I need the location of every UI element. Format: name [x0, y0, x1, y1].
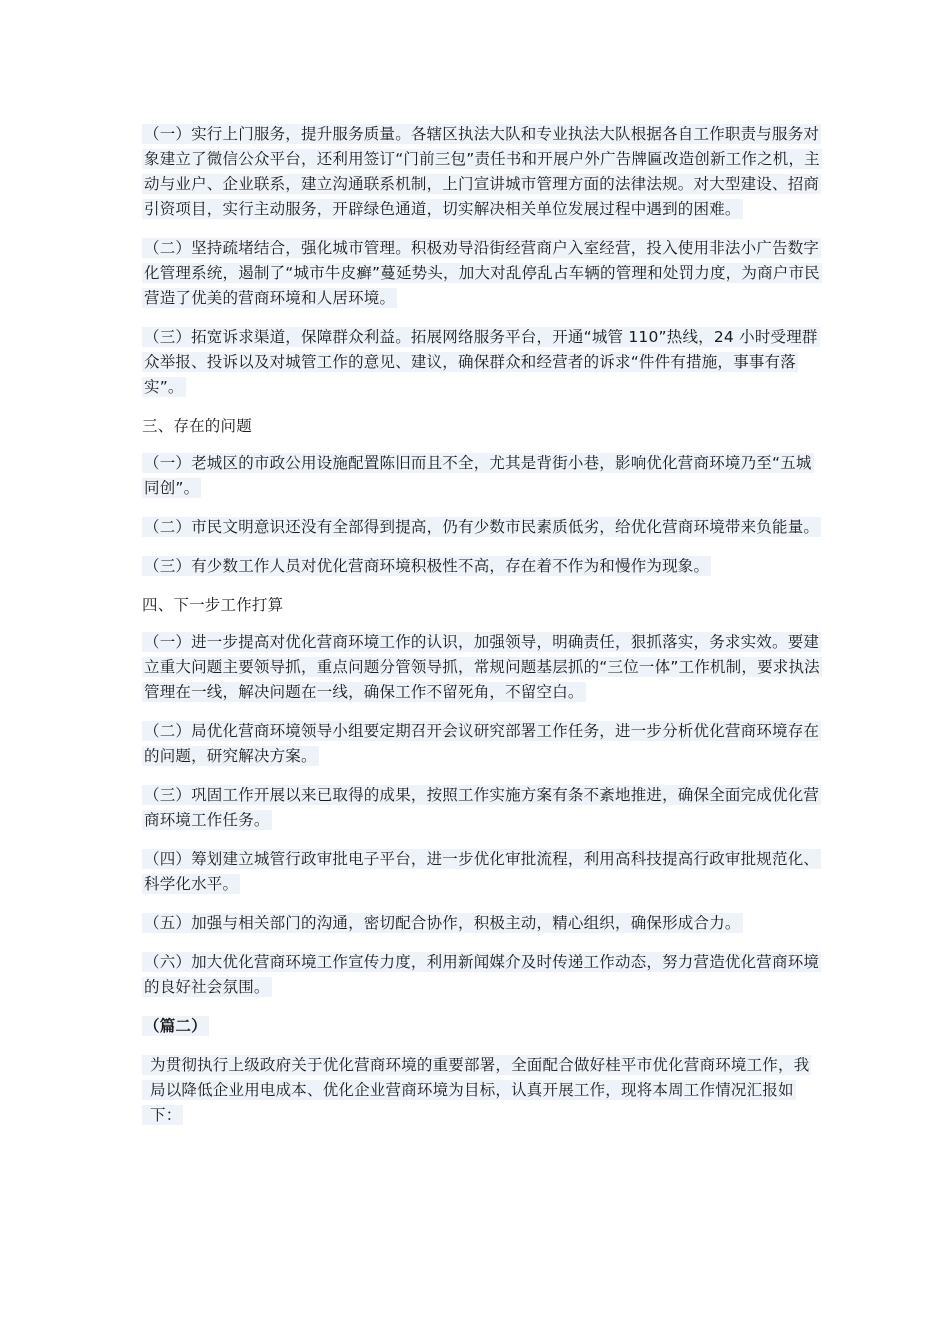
paragraph-7: [142, 630, 822, 705]
paragraph-11: [142, 911, 822, 936]
paragraph-5-text: （二）市民文明意识还没有全部得到提高，仍有少数市民素质低劣，给优化营商环境带来负能量。: [144, 518, 820, 536]
paragraph-5: [142, 515, 822, 540]
paragraph-8-text: （二）局优化营商环境领导小组要定期召开会议研究部署工作任务，进一步分析优化营商环境存在的问题，研究解决方案。: [144, 722, 820, 765]
paragraph-1-text: （一）实行上门服务，提升服务质量。各辖区执法大队和专业执法大队根据各自工作职责与服务对象建立了微信公众平台，还利用签订“门前三包”责任书和开展户外广告牌匾改造创新工作之机，主动与业户、企业联系，建立沟通联系机制，上门宣讲城市管理方面的法律法规。对大型建设、招商引资项目，实行主动服务，开辟绿色通道，切实解决相关单位发展过程中遇到的困难。: [144, 125, 820, 218]
section-heading-part-two-text: （篇二）: [144, 1017, 207, 1035]
paragraph-2: [142, 236, 822, 311]
paragraph-4-text: （一）老城区的市政公用设施配置陈旧而且不全，尤其是背街小巷，影响优化营商环境乃至“五城同创”。: [144, 454, 812, 497]
section-heading-problems: [142, 414, 822, 439]
paragraph-3-text: （三）拓宽诉求渠道，保障群众利益。拓展网络服务平台，开通“城管 110”热线，24 小时受理群众举报、投诉以及对城管工作的意见、建议，确保群众和经营者的诉求“件件有措施，事事有落实”。: [144, 328, 818, 396]
paragraph-13-text: 为贯彻执行上级政府关于优化营商环境的重要部署，全面配合做好桂平市优化营商环境工作，我局以降低企业用电成本、优化企业营商环境为目标，认真开展工作，现将本周工作情况汇报如下：: [142, 1055, 811, 1125]
paragraph-12-text: （六）加大优化营商环境工作宣传力度，利用新闻媒介及时传递工作动态，努力营造优化营商环境的良好社会氛围。: [144, 953, 820, 996]
paragraph-4: [142, 451, 822, 501]
paragraph-9: [142, 783, 822, 833]
section-heading-problems-text: 三、存在的问题: [142, 417, 252, 435]
paragraph-9-text: （三）巩固工作开展以来已取得的成果，按照工作实施方案有条不紊地推进，确保全面完成优化营商环境工作任务。: [144, 786, 820, 829]
paragraph-10: [142, 847, 822, 897]
paragraph-6-text: （三）有少数工作人员对优化营商环境积极性不高，存在着不作为和慢作为现象。: [144, 557, 710, 575]
document-page: [142, 122, 822, 1142]
paragraph-6: [142, 554, 822, 579]
section-heading-next-steps: [142, 593, 822, 618]
section-heading-part-two: [142, 1014, 822, 1039]
paragraph-12: [142, 950, 822, 1000]
paragraph-11-text: （五）加强与相关部门的沟通，密切配合协作，积极主动，精心组织，确保形成合力。: [144, 914, 741, 932]
paragraph-10-text: （四）筹划建立城管行政审批电子平台，进一步优化审批流程，利用高科技提高行政审批规范化、科学化水平。: [144, 850, 820, 893]
paragraph-1: [142, 122, 822, 222]
paragraph-2-text: （二）坚持疏堵结合，强化城市管理。积极劝导沿街经营商户入室经营，投入使用非法小广告数字化管理系统，遏制了“城市牛皮癣”蔓延势头，加大对乱停乱占车辆的管理和处罚力度，为商户市民营造了优美的营商环境和人居环境。: [144, 239, 820, 307]
paragraph-8: [142, 719, 822, 769]
paragraph-3: [142, 325, 822, 400]
paragraph-7-text: （一）进一步提高对优化营商环境工作的认识，加强领导，明确责任，狠抓落实，务求实效。要建立重大问题主要领导抓，重点问题分管领导抓，常规问题基层抓的“三位一体”工作机制，要求执法管理在一线，解决问题在一线，确保工作不留死角，不留空白。: [144, 633, 820, 701]
paragraph-13: [142, 1053, 822, 1128]
section-heading-next-steps-text: 四、下一步工作打算: [142, 596, 284, 614]
